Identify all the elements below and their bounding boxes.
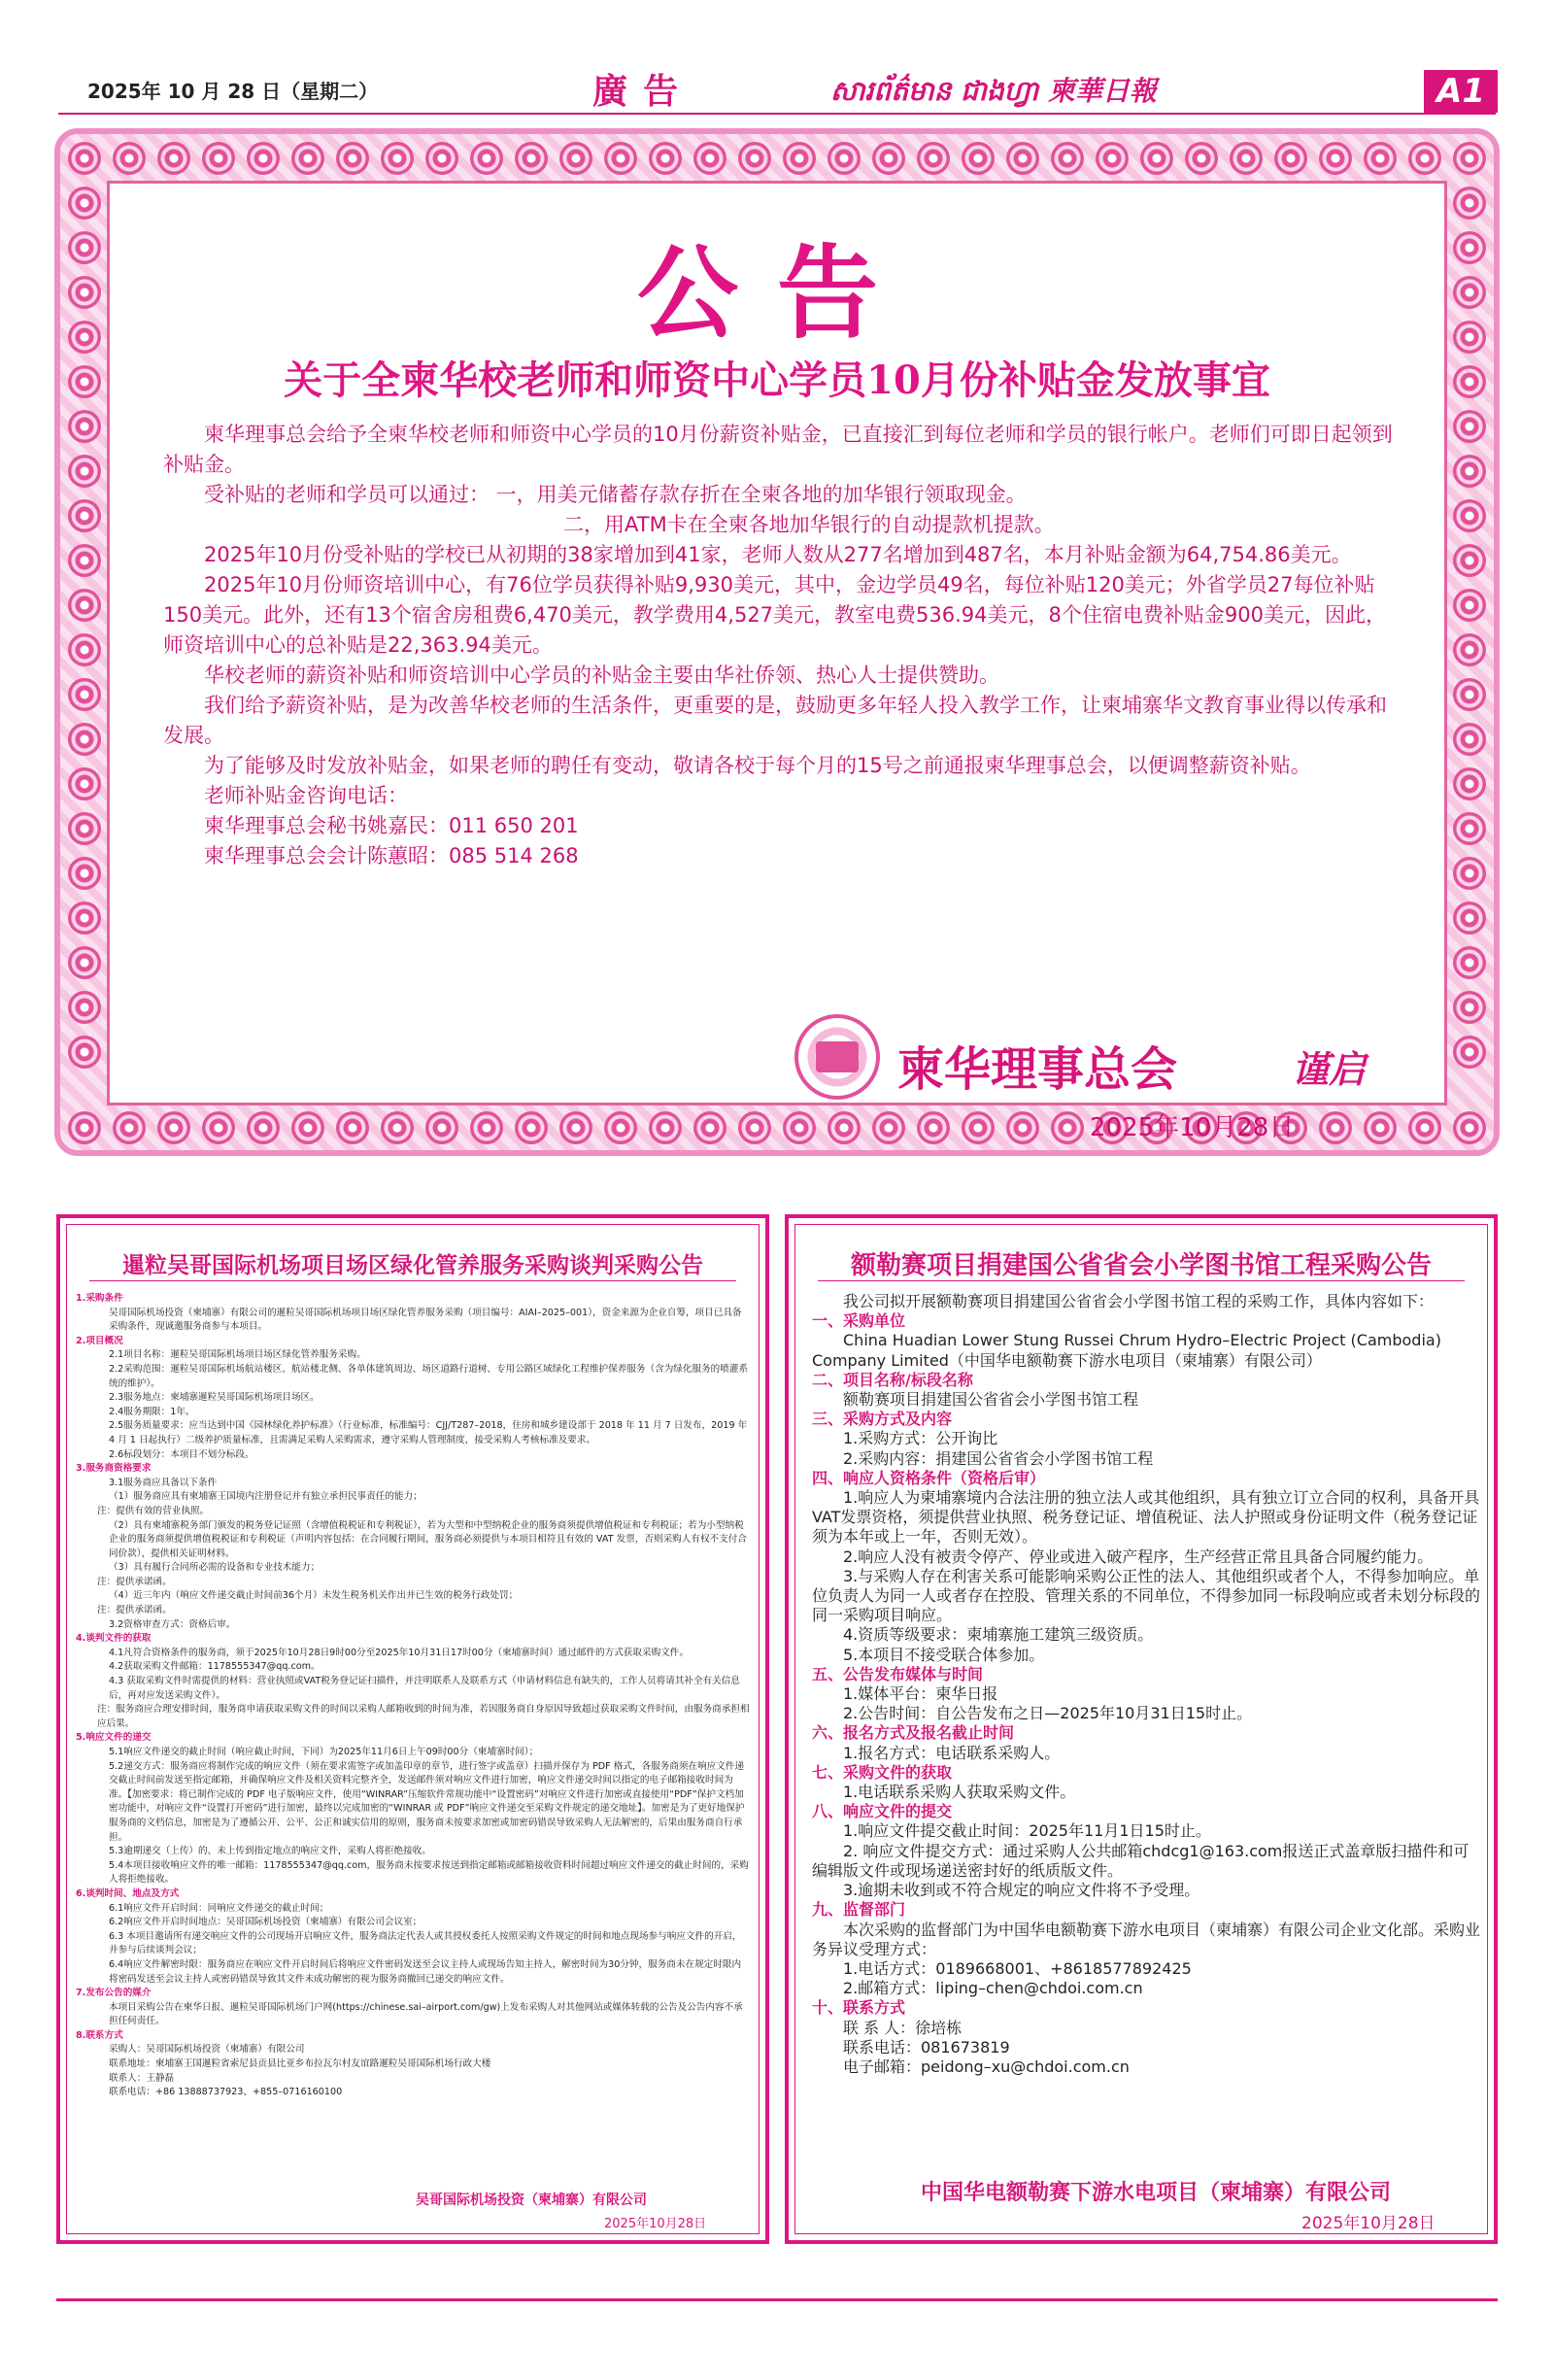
notice-paragraph: 二，用ATM卡在全柬各地加华银行的自动提款机提款。 [563,513,1055,536]
notice-body [163,420,1399,871]
right-notice-title: 额勒赛项目捐建国公省省会小学图书馆工程采购公告 [850,1251,1432,1280]
rosette-ornament-icon [68,589,101,622]
rosette-ornament-icon [1453,455,1486,488]
notice-signer: 柬华理事总会 [897,1042,1178,1097]
left-notice-line: 6.1响应文件开启时间：同响应文件递交的截止时间； [109,1902,329,1914]
right-notice-section-heading: 四、响应人资格条件（资格后审） [812,1468,1046,1487]
rosette-ornament-icon [872,1111,905,1144]
rosette-ornament-icon [917,1111,950,1144]
left-notice-body [76,1292,750,2100]
left-notice-section-heading: 7.发布公告的媒介 [76,1988,152,1999]
notice-contact: 柬华理事总会秘书姚嘉民：011 650 201 [204,814,579,837]
rosette-ornament-icon [1453,1036,1486,1069]
notice-title: 关于全柬华校老师和师资中心学员10月份补贴金发放事宜 [284,357,1270,403]
right-notice-section-heading: 七、采购文件的获取 [812,1762,953,1782]
rosette-ornament-icon [1364,1111,1397,1144]
left-notice-section-heading: 5.响应文件的递交 [76,1732,152,1744]
rosette-ornament-icon [68,723,101,756]
left-notice-line: 6.3 本项目邀请所有递交响应文件的公司现场开启响应文件，服务商法定代表人或其授权委托人按照采购文件规定的时间和地点现场参与响应文件的开启，并参与后续谈判会议； [109,1930,742,1956]
rosette-ornament-icon [202,1111,235,1144]
left-notice-section-heading: 4.谈判文件的获取 [76,1633,152,1645]
right-notice-line: 2.采购内容：捐建国公省省会小学图书馆工程 [843,1448,1154,1468]
left-notice-line: 联系人：王静磊 [109,2072,175,2084]
section-label: 廣告 [592,71,694,112]
rosette-ornament-icon [1408,142,1441,175]
rosette-ornament-icon [113,142,146,175]
rosette-ornament-icon [1006,142,1039,175]
rosette-ornament-icon [1453,410,1486,443]
notice-paragraph: 2025年10月份师资培训中心，有76位学员获得补贴9,930美元，其中，金边学员49名，每位补贴120美元；外省学员27每位补贴150美元。此外，还有13个宿舍房租费6,470美元，教学费用4,527美元，教室电费536.94美元，8个住宿电费补贴金900美元，因此，师资培训中心的总补贴是22,363.94美元。 [163,573,1386,657]
rosette-ornament-icon [917,142,950,175]
rosette-ornament-icon [828,142,861,175]
left-notice-line: 3.2资格审查方式：资格后审。 [109,1618,236,1630]
rosette-ornament-icon [1453,499,1486,532]
rosette-ornament-icon [68,767,101,800]
rosette-ornament-icon [68,901,101,935]
right-notice-section-heading: 八、响应文件的提交 [812,1802,953,1821]
rosette-ornament-icon [113,1111,146,1144]
rosette-ornament-icon [828,1111,861,1144]
rosette-ornament-icon [1453,589,1486,622]
left-notice-line: 4.1凡符合资格条件的服务商，须于2025年10月28日9时00分至2025年10月31日17时00分（柬埔寨时间）通过邮件的方式获取采购文件。 [109,1647,689,1658]
left-notice-section-heading: 3.服务商资格要求 [76,1463,152,1475]
notice-contact: 柬华理事总会会计陈蕙昭：085 514 268 [204,844,579,867]
left-notice-line: 6.4响应文件解密时限：服务商应在响应文件开启时间后将响应文件密码发送至会议主持人或现场告知主持人，解密时间为30分钟，服务商未在规定时限内将密码发送至会议主持人或密码错误导致其文件未成功解密的视为服务商撤回已递交的响应文件。 [109,1958,742,1985]
rosette-ornament-icon [962,1111,995,1144]
rosette-ornament-icon [1453,1111,1486,1144]
left-notice-section-heading: 1.采购条件 [76,1293,123,1304]
rosette-ornament-icon [604,1111,637,1144]
rosette-ornament-icon [470,142,503,175]
rosette-ornament-icon [1185,142,1218,175]
rosette-ornament-icon [1453,544,1486,577]
rosette-ornament-icon [1453,901,1486,935]
left-notice-line: 2.5服务质量要求：应当达到中国《园林绿化养护标准》（行业标准，标准编号：CJJ/T287–2018，住房和城乡建设部于 2018 年 11 月 7 日发布，2019 年 4 月 1 日起执行）二级养护质量标准，且需满足采购人采购需求，遵守采购人管理制度，接受采购人考核标准及要求。 [109,1420,748,1445]
right-notice-line: 我公司拟开展额勒赛项目捐建国公省省会小学图书馆工程的采购工作，具体内容如下： [843,1292,1435,1310]
issue-date: 2025年 10 月 28 日（星期二） [87,80,379,103]
rosette-ornament-icon [604,142,637,175]
rosette-ornament-icon [1006,1111,1039,1144]
rosette-ornament-icon [1096,142,1129,175]
rosette-ornament-icon [1453,991,1486,1024]
left-notice-line: 2.2采购范围：暹粒吴哥国际机场航站楼区、航站楼北侧、各单体建筑周边、场区道路行道树、专用公路区域绿化工程维护保养服务（含为绿化服务的喷灌系统的维护）。 [109,1363,749,1389]
rosette-ornament-icon [738,1111,771,1144]
header-rule [58,113,1496,115]
rosette-ornament-icon [693,142,726,175]
left-notice-date: 2025年10月28日 [604,2217,707,2231]
rosette-ornament-icon [962,142,995,175]
right-notice-line: 1.媒体平台：柬华日报 [843,1684,998,1704]
right-notice-signer: 中国华电额勒赛下游水电项目（柬埔寨）有限公司 [921,2181,1392,2205]
rosette-ornament-icon [68,544,101,577]
rosette-ornament-icon [157,142,190,175]
rosette-ornament-icon [157,1111,190,1144]
right-notice-line: 2.响应人没有被责令停产、停业或进入破产程序，生产经营正常且具备合同履约能力。 [843,1547,1434,1566]
left-notice-line: 2.4服务期限：1年。 [109,1406,195,1417]
right-notice-line: 3.与采购人存在利害关系可能影响采购公正性的法人、其他组织或者个人，不得参加响应。单位负责人为同一人或者存在控股、管理关系的不同单位，不得参加同一标段响应或者未划分标段的同一采购项目响应。 [812,1566,1481,1625]
left-notice-line: 2.6标段划分：本项目不划分标段。 [109,1448,254,1460]
rosette-ornament-icon [1319,142,1352,175]
rosette-ornament-icon [783,1111,816,1144]
rosette-ornament-icon [1453,812,1486,845]
rosette-ornament-icon [1364,142,1397,175]
footer-rule [56,2298,1498,2301]
rosette-ornament-icon [247,1111,280,1144]
left-notice-line: 2.1项目名称：暹粒吴哥国际机场项目场区绿化管养服务采购。 [109,1349,366,1361]
left-notice-signer: 吴哥国际机场投资（柬埔寨）有限公司 [416,2193,647,2208]
rosette-ornament-icon [68,455,101,488]
left-notice-line: 5.1响应文件递交的截止时间（响应截止时间，下同）为2025年11月6日上午09时00分（柬埔寨时间）； [109,1747,539,1757]
rosette-ornament-icon [68,812,101,845]
right-notice-line: 1.响应人为柬埔寨境内合法注册的独立法人或其他组织，具有独立订立合同的权利，具备开具VAT发票资格，须提供营业执照、税务登记证、增值税证、法人护照或身份证明文件（税务登记证须为本年或上一年，否则无效）。 [812,1488,1480,1547]
rosette-ornament-icon [68,857,101,890]
rosette-ornament-icon [68,1036,101,1069]
rosette-ornament-icon [470,1111,503,1144]
right-notice-line: 2.公告时间：自公告发布之日—2025年10月31日15时止。 [843,1704,1253,1723]
rosette-ornament-icon [872,142,905,175]
right-notice-section-heading: 六、报名方式及报名截止时间 [812,1723,1015,1743]
rosette-ornament-icon [291,1111,324,1144]
rosette-ornament-icon [202,142,235,175]
rosette-ornament-icon [68,1111,101,1144]
rosette-ornament-icon [1140,142,1173,175]
notice-paragraph: 为了能够及时发放补贴金，如果老师的聘任有变动，敬请各校于每个月的15号之前通报柬华理事总会，以便调整薪资补贴。 [204,754,1311,777]
rosette-ornament-icon [1230,142,1263,175]
rosette-ornament-icon [68,946,101,979]
rosette-ornament-icon [336,1111,369,1144]
left-notice-line: 5.2递交方式：服务商应将制作完成的响应文件（须在要求需签字或加盖印章的章节，进行签字或盖章）扫描并保存为 PDF 格式，各服务商须在响应文件递交截止时间前发送至指定邮箱，并确保响应文件及相关资料完整齐全，发送邮件须对响应文件进行加密，响应文件递交时间以指定的电子邮箱接收时间为准。【加密要求：将已制作完成的 PDF 电子版响应文件，使用“WINRAR”压缩软件常规功能中“设置密码”对响应文件进行加密或直接使用“PDF”保护文档加密功能中，对响应文件“设置打开密码”进行加密，最终以完成加密的“WINRAR 或 PDF”响应文件递交至采购文件规定的递交地址】。加密是为了更好地保护服务商的文档信息，加密是为了遵循公开、公平、公正和诚实信用的原则，服务商未按要求加密或加密码错误导致采购人无法解密的，后果由服务商自行承担。 [109,1760,745,1843]
rosette-ornament-icon [381,142,414,175]
left-notice-line: 联系地址：柬埔寨王国暹粒省索尼县贡县比亚乡布拉瓦尔村友谊路暹粒吴哥国际机场行政大楼 [109,2058,491,2070]
right-notice-line: 1.响应文件提交截止时间：2025年11月1日15时止。 [843,1821,1211,1841]
right-notice-line: 2.邮箱方式：liping–chen@chdoi.com.cn [843,1979,1143,1998]
right-notice-section-heading: 九、监督部门 [812,1900,906,1920]
left-notice-section-heading: 8.联系方式 [76,2029,123,2041]
left-notice-line: 2.3服务地点：柬埔寨暹粒吴哥国际机场项目场区。 [109,1392,320,1404]
rosette-ornament-icon [693,1111,726,1144]
right-notice-line: 5.本项目不接受联合体参加。 [843,1645,1045,1664]
right-notice-body [812,1292,1482,2077]
notice-date: 2025年10月28日 [1090,1113,1295,1142]
rosette-ornament-icon [68,142,101,175]
notice-paragraph: 我们给予薪资补贴，是为改善华校老师的生活条件，更重要的是，鼓励更多年轻人投入教学工作，让柬埔寨华文教育事业得以传承和发展。 [163,694,1387,747]
left-notice-line: 3.1服务商应具备以下条件 [109,1477,218,1488]
page-number: A1 [1424,70,1498,113]
rosette-ornament-icon [1453,723,1486,756]
right-notice-line: 1.采购方式：公开询比 [843,1429,998,1448]
left-notice-line: 6.2响应文件开启时间地点：吴哥国际机场投资（柬埔寨）有限公司会议室； [109,1917,422,1928]
rosette-ornament-icon [1453,857,1486,890]
rosette-ornament-icon [291,142,324,175]
rosette-ornament-icon [649,142,682,175]
rosette-ornament-icon [1274,142,1307,175]
rosette-ornament-icon [783,142,816,175]
right-title-rule [818,1280,1465,1281]
right-notice-section-heading: 五、公告发布媒体与时间 [812,1664,984,1683]
rosette-ornament-icon [68,991,101,1024]
left-notice-title: 暹粒吴哥国际机场项目场区绿化管养服务采购谈判采购公告 [122,1253,703,1278]
right-notice-line: 1.电话联系采购人获取采购文件。 [843,1783,1076,1802]
right-notice-date: 2025年10月28日 [1301,2214,1436,2233]
rosette-ornament-icon [515,142,548,175]
left-notice-line: （1）服务商应具有柬埔寨王国境内注册登记并有独立承担民事责任的能力； [109,1491,422,1503]
rosette-ornament-icon [381,1111,414,1144]
rosette-ornament-icon [1051,142,1084,175]
left-notice-line: 5.3逾期递交（上传）的、未上传到指定地点的响应文件，采购人将拒绝接收。 [109,1846,431,1857]
left-notice-line: 5.4本项目接收响应文件的唯一邮箱：1178555347@qq.com，服务商未按要求按送到指定邮箱或邮箱接收资料时间超过响应文件递交的截止时间的，采购人将拒绝接收。 [109,1859,749,1886]
right-notice-line: 1.报名方式：电话联系采购人。 [843,1743,1061,1762]
rosette-ornament-icon [738,142,771,175]
left-notice-line: （3）具有履行合同所必需的设备和专业技术能力； [109,1562,321,1574]
left-notice-section-heading: 6.谈判时间、地点及方式 [76,1887,180,1899]
right-notice-section-heading: 二、项目名称/标段名称 [812,1370,973,1389]
rosette-ornament-icon [336,142,369,175]
rosette-ornament-icon [1453,678,1486,711]
left-notice-line: 注：服务商应合理安排时间，服务商申请获取采购文件的时间以采购人邮箱收到的时间为准，若因服务商自身原因导致超过获取采购文件时间，由服务商承担相应后果。 [97,1704,750,1729]
right-notice-line: China Huadian Lower Stung Russei Chrum Hydro–Electric Project (Cambodia) Company Limited（中国华电额勒赛下游水电项目（柬埔寨）有限公司） [812,1331,1441,1370]
newspaper-name: សារព័ត៌មាន ជាងហ្វា 柬華日報 [830,75,1157,107]
left-notice-line: （2）具有柬埔寨税务部门颁发的税务登记证照（含增值税税证和专利税证），若为大型和中型纳税企业的服务商须提供增值税证和专利税证；若为小型纳税企业的服务商须提供增值税税证和专利税证（声明内容包括：在合同履行期间，服务商必须提供与本项目相符且有效的 VAT 发票，否则采购人有权不支付合同价款），提供相关证明材料。 [109,1519,747,1559]
right-notice-line: 2. 响应文件提交方式：通过采购人公共邮箱chdcg1@163.com报送正式盖章版扫描件和可编辑版文件或现场递送密封好的纸质版文件。 [812,1841,1470,1880]
left-notice-line: 联系电话：+86 13888737923、+855–0716160100 [109,2087,343,2098]
notice-heading: 公告 [636,233,917,353]
left-notice-line: （4）近三年内（响应文件递交截止时间前36个月）未发生税务机关作出并已生效的税务行政处罚； [109,1590,519,1602]
left-notice-line: 注：提供有效的营业执照。 [97,1505,210,1516]
right-notice-section-heading: 三、采购方式及内容 [812,1410,953,1429]
right-notice-line: 电子邮箱：peidong–xu@chdoi.com.cn [843,2057,1130,2076]
notice-paragraph: 华校老师的薪资补贴和师资培训中心学员的补贴金主要由华社侨领、热心人士提供赞助。 [204,663,999,687]
seal-emblem-icon [816,1041,859,1072]
left-notice-line: 4.2获取采购文件邮箱：1178555347@qq.com。 [109,1661,321,1673]
rosette-ornament-icon [68,499,101,532]
right-notice-line: 本次采购的监督部门为中国华电额勒赛下游水电项目（柬埔寨）有限公司企业文化部。采购业务异议受理方式： [812,1920,1481,1958]
rosette-ornament-icon [1319,1111,1352,1144]
rosette-ornament-icon [1453,142,1486,175]
rosette-ornament-icon [515,1111,548,1144]
rosette-ornament-icon [1453,767,1486,800]
right-notice-line: 4.资质等级要求：柬埔寨施工建筑三级资质。 [843,1625,1154,1645]
right-notice-section-heading: 十、联系方式 [812,1998,906,2018]
rosette-ornament-icon [425,142,458,175]
rosette-ornament-icon [68,410,101,443]
rosette-ornament-icon [559,142,592,175]
rosette-ornament-icon [68,633,101,666]
rosette-ornament-icon [649,1111,682,1144]
notice-paragraph: 受补贴的老师和学员可以通过： 一，用美元储蓄存款存折在全柬各地的加华银行领取现金。 [204,483,1027,506]
left-notice-line: 吴哥国际机场投资（柬埔寨）有限公司的暹粒吴哥国际机场项目场区绿化管养服务采购（项目编号：AIAI–2025–001），资金来源为企业自筹，项目已具备采购条件，现诚邀服务商参与本项目。 [109,1307,742,1333]
left-notice-line: 采购人：吴哥国际机场投资（柬埔寨）有限公司 [109,2044,305,2056]
notice-paragraph: 柬华理事总会给予全柬华校老师和师资中心学员的10月份薪资补贴金，已直接汇到每位老师和学员的银行帐户。老师们可即日起领到补贴金。 [163,423,1393,476]
right-notice-line: 联系电话：081673819 [843,2037,1010,2057]
left-notice-line: 注：提供承诺函。 [97,1576,172,1587]
rosette-ornament-icon [559,1111,592,1144]
rosette-ornament-icon [247,142,280,175]
notice-paragraph: 老师补贴金咨询电话： [204,784,408,807]
rosette-ornament-icon [1408,1111,1441,1144]
right-notice-section-heading: 一、采购单位 [812,1311,906,1331]
rosette-ornament-icon [68,678,101,711]
right-notice-line: 联 系 人：徐培栋 [843,2018,963,2037]
rosette-ornament-icon [1051,1111,1084,1144]
left-notice-line: 本项目采购公告在柬华日报、暹粒吴哥国际机场门户网(https://chinese.sai–airport.com/gw)上发布采购人对其他网站或媒体转载的公告及公告内容不承担任何责任。 [109,2001,743,2027]
right-notice-line: 3.逾期未收到或不符合规定的响应文件将不予受理。 [843,1881,1200,1900]
left-title-rule [89,1280,736,1281]
notice-paragraph: 2025年10月份受补贴的学校已从初期的38家增加到41家，老师人数从277名增加到487名，本月补贴金额为64,754.86美元。 [204,543,1352,566]
left-notice-line: 注：提供承诺函。 [97,1605,172,1616]
right-notice-line: 1.电话方式：0189668001、+8618577892425 [843,1958,1192,1978]
rosette-ornament-icon [1453,946,1486,979]
right-notice-line: 额勒赛项目捐建国公省省会小学图书馆工程 [843,1390,1139,1410]
left-notice-line: 4.3 获取采购文件时需提供的材料：营业执照或VAT税务登记证扫描件，并注明联系人及联系方式（申请材料信息有缺失的，工作人员将请其补全有关信息后，再对应发送采购文件）。 [109,1676,740,1701]
rosette-ornament-icon [425,1111,458,1144]
notice-signer-suffix: 谨启 [1292,1047,1367,1091]
left-notice-section-heading: 2.项目概况 [76,1335,123,1346]
rosette-ornament-icon [1453,633,1486,666]
